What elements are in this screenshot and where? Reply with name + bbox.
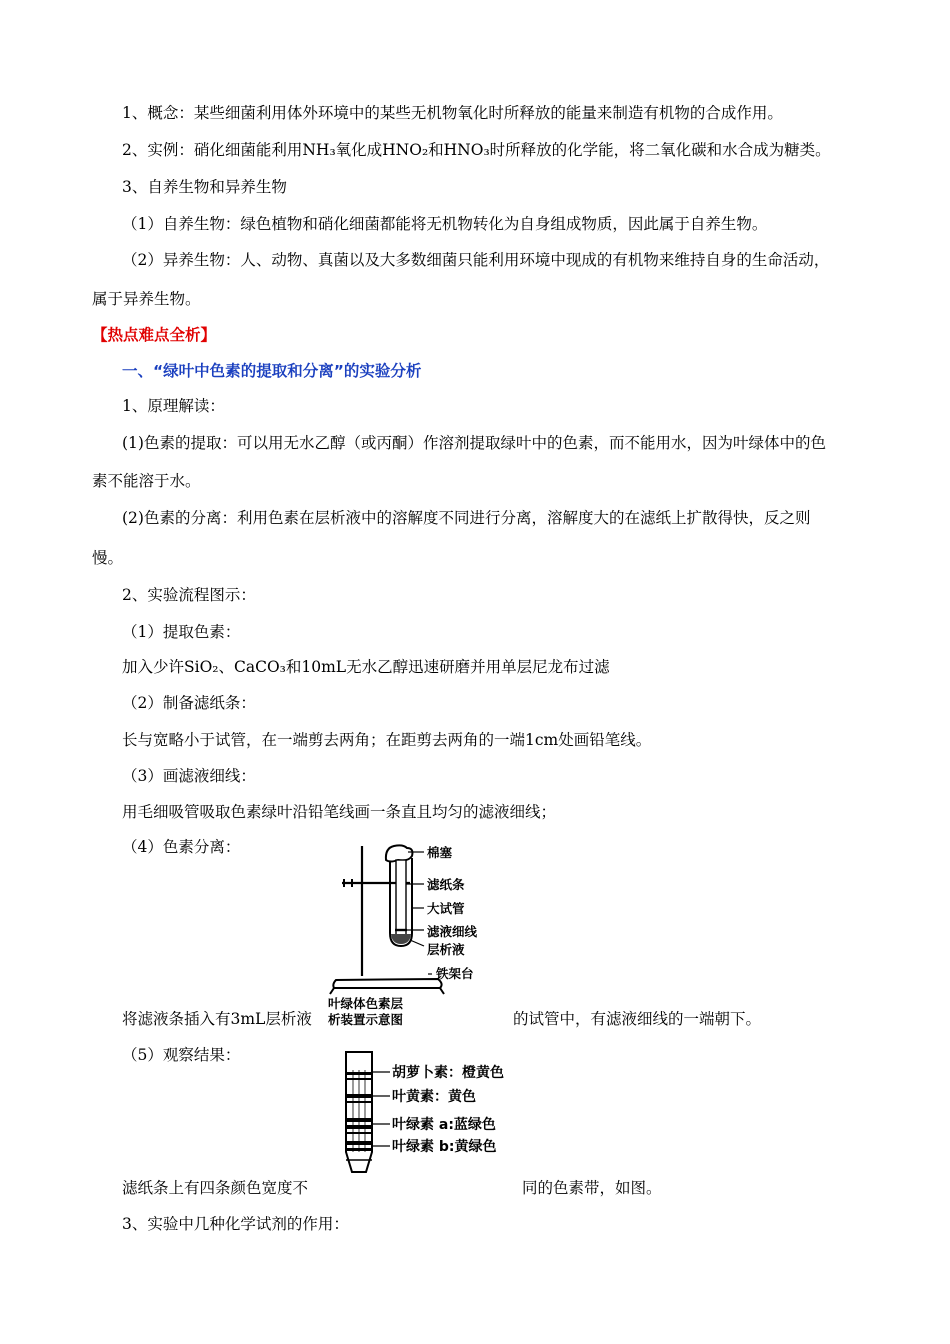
concept-line: 1、概念：某些细菌利用体外环境中的某些无机物氧化时所释放的能量来制造有机物的合成作用。 — [122, 104, 783, 122]
step1-heading: （1）提取色素： — [122, 623, 241, 641]
step5-heading: （5）观察结果： — [122, 1046, 241, 1064]
separation-line: (2)色素的分离：利用色素在层析液中的溶解度不同进行分离，溶解度大的在滤纸上扩散得快，反之则 — [122, 509, 811, 527]
figure1-caption-1: 叶绿体色素层 — [328, 996, 404, 1011]
experiment-heading: 一、“绿叶中色素的提取和分离”的实验分析 — [122, 362, 422, 380]
cotton-plug — [386, 845, 413, 861]
section-heading: 【热点难点全析】 — [92, 326, 217, 344]
label-carotene: 胡萝卜素：橙黄色 — [392, 1065, 504, 1081]
label-filtrate-line: 滤液细线 — [427, 924, 478, 939]
step2-text: 长与宽略小于试管，在一端剪去两角；在距剪去两角的一端1cm处画铅笔线。 — [122, 731, 652, 749]
step3-text: 用毛细吸管吸取色素绿叶沿铅笔线画一条直且均匀的滤液细线； — [122, 803, 557, 821]
label-test-tube: 大试管 — [427, 901, 465, 916]
autotroph-line: （1）自养生物：绿色植物和硝化细菌都能将无机物转化为自身组成物质，因此属于自养生物。 — [122, 215, 768, 233]
principle-heading: 1、原理解读： — [122, 397, 225, 415]
label-xanthophyll: 叶黄素：黄色 — [392, 1089, 476, 1105]
solvent-level — [391, 934, 411, 944]
step3-heading: （3）画滤液细线： — [122, 767, 256, 785]
label-filter-strip: 滤纸条 — [427, 877, 465, 892]
label-chlorophyll-a: 叶绿素 a:蓝绿色 — [392, 1117, 496, 1133]
extraction-line: (1)色素的提取：可以用无水乙醇（或丙酮）作溶剂提取绿叶中的色素，而不能用水，因为叶绿体中的色 — [122, 434, 826, 452]
step2-heading: （2）制备滤纸条： — [122, 694, 256, 712]
pigment-bands-figure — [330, 1048, 520, 1178]
heterotroph-line-cont: 属于异养生物。 — [92, 290, 201, 308]
label-stand: 铁架台 — [436, 966, 474, 981]
step4-text-b: 的试管中，有滤液细线的一端朝下。 — [513, 1010, 762, 1028]
extraction-line-cont: 素不能溶于水。 — [92, 472, 201, 490]
step5-text-b: 同的色素带，如图。 — [522, 1179, 662, 1197]
example-line: 2、实例：硝化细菌能利用NH₃氧化成HNO₂和HNO₃时所释放的化学能，将二氧化碳和水合成为糖类。 — [122, 141, 831, 159]
reagents-heading: 3、实验中几种化学试剂的作用： — [122, 1215, 349, 1233]
label-solvent: 层析液 — [427, 942, 465, 957]
chromatography-apparatus-figure — [328, 838, 508, 1028]
step4-text-a: 将滤液条插入有3mL层析液 — [122, 1010, 312, 1028]
step5-text-a: 滤纸条上有四条颜色宽度不 — [122, 1179, 309, 1197]
stand-base — [333, 979, 441, 988]
filter-strip — [396, 860, 406, 940]
step1-text: 加入少许SiO₂、CaCO₃和10mL无水乙醇迅速研磨并用单层尼龙布过滤 — [122, 658, 610, 676]
heterotroph-line: （2）异养生物：人、动物、真菌以及大多数细菌只能利用环境中现成的有机物来维持自身的生命活动， — [122, 251, 830, 269]
separation-line-cont: 慢。 — [92, 549, 124, 567]
label-chlorophyll-b: 叶绿素 b:黄绿色 — [392, 1139, 497, 1155]
label-cotton: 棉塞 — [427, 845, 453, 860]
figure1-caption-2: 析装置示意图 — [328, 1012, 404, 1027]
autotroph-heading: 3、自养生物和异养生物 — [122, 178, 287, 196]
flow-heading: 2、实验流程图示： — [122, 586, 256, 604]
step4-heading: （4）色素分离： — [122, 838, 241, 856]
